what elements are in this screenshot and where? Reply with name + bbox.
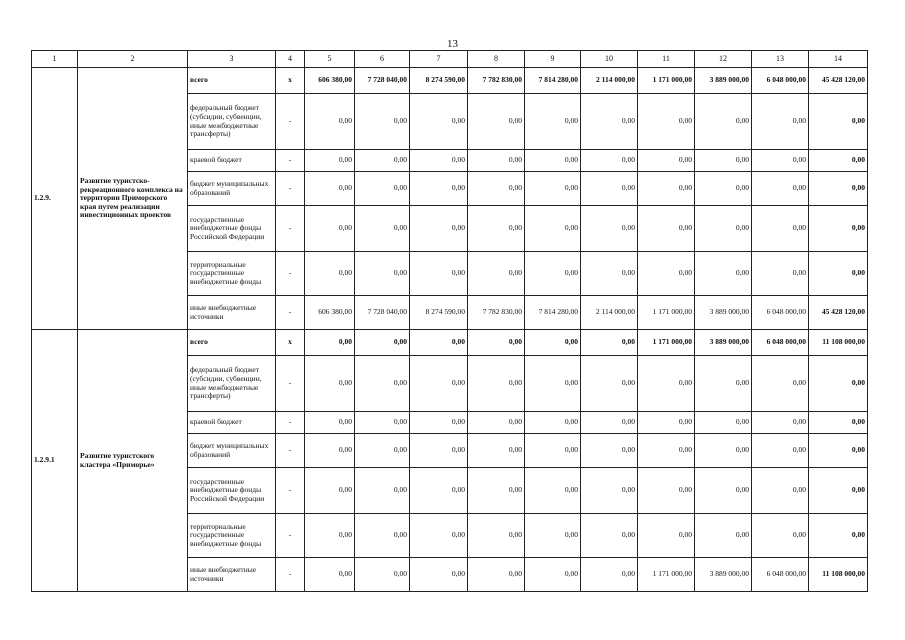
col4-cell: -: [276, 468, 305, 514]
col4-cell: -: [276, 94, 305, 150]
value-cell: 0,00: [695, 356, 752, 412]
value-cell: 0,00: [752, 356, 809, 412]
col4-cell: -: [276, 356, 305, 412]
value-cell: 0,00: [638, 356, 695, 412]
value-cell: 0,00: [695, 514, 752, 558]
value-cell: 7 728 040,00: [355, 296, 410, 330]
funding-source: государственные внебюджетные фонды Российской Федерации: [188, 206, 276, 252]
funding-source: государственные внебюджетные фонды Российской Федерации: [188, 468, 276, 514]
value-cell: 0,00: [638, 172, 695, 206]
header-cell: 8: [468, 51, 525, 68]
value-cell: 0,00: [410, 150, 468, 172]
value-cell: 0,00: [581, 94, 638, 150]
funding-source: иные внебюджетные источники: [188, 296, 276, 330]
value-cell: 0,00: [638, 252, 695, 296]
value-cell: 0,00: [581, 150, 638, 172]
value-cell: 0,00: [809, 206, 868, 252]
value-cell: 0,00: [355, 558, 410, 592]
section-name: Развитие туристско-рекреационного комплекса на территории Приморского края путем реализации инвестиционных проектов: [78, 68, 188, 330]
value-cell: 0,00: [581, 468, 638, 514]
total-row: [32, 330, 868, 356]
header-cell: 5: [305, 51, 355, 68]
value-cell: 0,00: [581, 330, 638, 356]
col4-cell: x: [276, 68, 305, 94]
value-cell: 2 114 000,00: [581, 68, 638, 94]
value-cell: 0,00: [468, 252, 525, 296]
value-cell: 11 108 000,00: [809, 330, 868, 356]
header-cell: 13: [752, 51, 809, 68]
col4-cell: -: [276, 296, 305, 330]
value-cell: 0,00: [305, 558, 355, 592]
value-cell: 0,00: [410, 330, 468, 356]
value-cell: 0,00: [525, 558, 581, 592]
value-cell: 0,00: [355, 468, 410, 514]
section-name: Развитие туристского кластера «Приморье»: [78, 330, 188, 592]
value-cell: 0,00: [525, 356, 581, 412]
funding-source: иные внебюджетные источники: [188, 558, 276, 592]
total-row: [32, 68, 868, 94]
header-cell: 3: [188, 51, 276, 68]
header-cell: 9: [525, 51, 581, 68]
value-cell: 7 728 040,00: [355, 68, 410, 94]
value-cell: 606 380,00: [305, 296, 355, 330]
value-cell: 0,00: [468, 558, 525, 592]
header-row: [32, 51, 868, 68]
value-cell: 0,00: [752, 434, 809, 468]
value-cell: 1 171 000,00: [638, 68, 695, 94]
value-cell: 0,00: [410, 172, 468, 206]
value-cell: 0,00: [809, 434, 868, 468]
value-cell: 0,00: [809, 514, 868, 558]
value-cell: 0,00: [305, 150, 355, 172]
value-cell: 0,00: [410, 252, 468, 296]
value-cell: 0,00: [525, 330, 581, 356]
value-cell: 0,00: [638, 434, 695, 468]
value-cell: 0,00: [581, 252, 638, 296]
value-cell: 0,00: [525, 206, 581, 252]
value-cell: 0,00: [355, 412, 410, 434]
value-cell: 0,00: [581, 412, 638, 434]
funding-source: федеральный бюджет (субсидии, субвенции, иные межбюджетные трансферты): [188, 356, 276, 412]
value-cell: 0,00: [695, 468, 752, 514]
value-cell: 0,00: [525, 434, 581, 468]
value-cell: 8 274 590,00: [410, 68, 468, 94]
value-cell: 3 889 000,00: [695, 296, 752, 330]
section-code: 1.2.9.1: [32, 330, 78, 592]
value-cell: 6 048 000,00: [752, 558, 809, 592]
col4-cell: -: [276, 172, 305, 206]
value-cell: 0,00: [638, 94, 695, 150]
value-cell: 7 782 830,00: [468, 68, 525, 94]
value-cell: 3 889 000,00: [695, 330, 752, 356]
value-cell: 45 428 120,00: [809, 68, 868, 94]
value-cell: 0,00: [410, 412, 468, 434]
value-cell: 0,00: [468, 172, 525, 206]
header-cell: 2: [78, 51, 188, 68]
col4-cell: -: [276, 412, 305, 434]
value-cell: 0,00: [305, 356, 355, 412]
col4-cell: -: [276, 434, 305, 468]
value-cell: 1 171 000,00: [638, 296, 695, 330]
funding-source: территориальные государственные внебюджетные фонды: [188, 514, 276, 558]
value-cell: 0,00: [355, 514, 410, 558]
value-cell: 0,00: [525, 94, 581, 150]
value-cell: 0,00: [468, 468, 525, 514]
funding-source: краевой бюджет: [188, 412, 276, 434]
value-cell: 45 428 120,00: [809, 296, 868, 330]
funding-source: всего: [188, 68, 276, 94]
value-cell: 7 782 830,00: [468, 296, 525, 330]
value-cell: 0,00: [809, 412, 868, 434]
value-cell: 0,00: [468, 330, 525, 356]
header-cell: 12: [695, 51, 752, 68]
value-cell: 0,00: [410, 558, 468, 592]
value-cell: 0,00: [410, 206, 468, 252]
value-cell: 2 114 000,00: [581, 296, 638, 330]
value-cell: 11 108 000,00: [809, 558, 868, 592]
value-cell: 0,00: [305, 330, 355, 356]
col4-cell: -: [276, 252, 305, 296]
value-cell: 0,00: [638, 150, 695, 172]
value-cell: 0,00: [809, 468, 868, 514]
value-cell: 0,00: [355, 150, 410, 172]
value-cell: 0,00: [468, 412, 525, 434]
value-cell: 0,00: [355, 172, 410, 206]
funding-source: бюджет муниципальных образований: [188, 172, 276, 206]
funding-source: краевой бюджет: [188, 150, 276, 172]
value-cell: 0,00: [468, 206, 525, 252]
value-cell: 0,00: [581, 356, 638, 412]
value-cell: 0,00: [355, 206, 410, 252]
value-cell: 0,00: [581, 434, 638, 468]
value-cell: 0,00: [525, 468, 581, 514]
value-cell: 1 171 000,00: [638, 330, 695, 356]
value-cell: 0,00: [410, 94, 468, 150]
col4-cell: -: [276, 558, 305, 592]
value-cell: 0,00: [355, 330, 410, 356]
value-cell: 0,00: [468, 434, 525, 468]
value-cell: 0,00: [638, 468, 695, 514]
value-cell: 0,00: [410, 468, 468, 514]
value-cell: 0,00: [695, 412, 752, 434]
value-cell: 0,00: [638, 514, 695, 558]
value-cell: 0,00: [525, 150, 581, 172]
value-cell: 0,00: [525, 514, 581, 558]
value-cell: 0,00: [695, 206, 752, 252]
value-cell: 0,00: [752, 468, 809, 514]
value-cell: 0,00: [525, 252, 581, 296]
funding-source: всего: [188, 330, 276, 356]
value-cell: 3 889 000,00: [695, 68, 752, 94]
value-cell: 0,00: [809, 356, 868, 412]
value-cell: 0,00: [410, 356, 468, 412]
value-cell: 8 274 590,00: [410, 296, 468, 330]
value-cell: 3 889 000,00: [695, 558, 752, 592]
section-code: 1.2.9.: [32, 68, 78, 330]
value-cell: 0,00: [525, 412, 581, 434]
value-cell: 0,00: [695, 434, 752, 468]
header-cell: 6: [355, 51, 410, 68]
value-cell: 6 048 000,00: [752, 296, 809, 330]
value-cell: 0,00: [355, 94, 410, 150]
value-cell: 0,00: [752, 206, 809, 252]
value-cell: 0,00: [752, 252, 809, 296]
col4-cell: x: [276, 330, 305, 356]
funding-source: бюджет муниципальных образований: [188, 434, 276, 468]
col4-cell: -: [276, 514, 305, 558]
value-cell: 0,00: [695, 252, 752, 296]
value-cell: 0,00: [355, 356, 410, 412]
value-cell: 0,00: [695, 172, 752, 206]
value-cell: 0,00: [468, 94, 525, 150]
header-cell: 14: [809, 51, 868, 68]
value-cell: 0,00: [809, 150, 868, 172]
value-cell: 0,00: [305, 412, 355, 434]
col4-cell: -: [276, 206, 305, 252]
budget-table: [31, 50, 868, 592]
value-cell: 0,00: [581, 206, 638, 252]
value-cell: 0,00: [752, 514, 809, 558]
value-cell: 0,00: [305, 468, 355, 514]
value-cell: 1 171 000,00: [638, 558, 695, 592]
value-cell: 0,00: [410, 514, 468, 558]
value-cell: 0,00: [525, 172, 581, 206]
value-cell: 7 814 280,00: [525, 68, 581, 94]
value-cell: 0,00: [638, 412, 695, 434]
value-cell: 0,00: [695, 150, 752, 172]
header-cell: 11: [638, 51, 695, 68]
value-cell: 0,00: [638, 206, 695, 252]
value-cell: 0,00: [468, 150, 525, 172]
value-cell: 0,00: [752, 150, 809, 172]
value-cell: 6 048 000,00: [752, 68, 809, 94]
value-cell: 0,00: [355, 434, 410, 468]
header-cell: 10: [581, 51, 638, 68]
value-cell: 0,00: [305, 172, 355, 206]
value-cell: 0,00: [809, 172, 868, 206]
page-number: 13: [447, 38, 458, 50]
funding-source: федеральный бюджет (субсидии, субвенции, иные межбюджетные трансферты): [188, 94, 276, 150]
value-cell: 606 380,00: [305, 68, 355, 94]
value-cell: 0,00: [410, 434, 468, 468]
value-cell: 0,00: [581, 514, 638, 558]
value-cell: 0,00: [468, 356, 525, 412]
value-cell: 0,00: [305, 94, 355, 150]
value-cell: 0,00: [581, 172, 638, 206]
value-cell: 7 814 280,00: [525, 296, 581, 330]
value-cell: 0,00: [305, 252, 355, 296]
value-cell: 0,00: [468, 514, 525, 558]
value-cell: 0,00: [305, 434, 355, 468]
value-cell: 0,00: [752, 172, 809, 206]
value-cell: 0,00: [695, 94, 752, 150]
header-cell: 7: [410, 51, 468, 68]
value-cell: 0,00: [305, 206, 355, 252]
value-cell: 0,00: [355, 252, 410, 296]
header-cell: 4: [276, 51, 305, 68]
value-cell: 0,00: [305, 514, 355, 558]
value-cell: 0,00: [752, 94, 809, 150]
value-cell: 0,00: [581, 558, 638, 592]
header-cell: 1: [32, 51, 78, 68]
value-cell: 0,00: [752, 412, 809, 434]
col4-cell: -: [276, 150, 305, 172]
value-cell: 0,00: [809, 94, 868, 150]
value-cell: 0,00: [809, 252, 868, 296]
funding-source: территориальные государственные внебюджетные фонды: [188, 252, 276, 296]
value-cell: 6 048 000,00: [752, 330, 809, 356]
